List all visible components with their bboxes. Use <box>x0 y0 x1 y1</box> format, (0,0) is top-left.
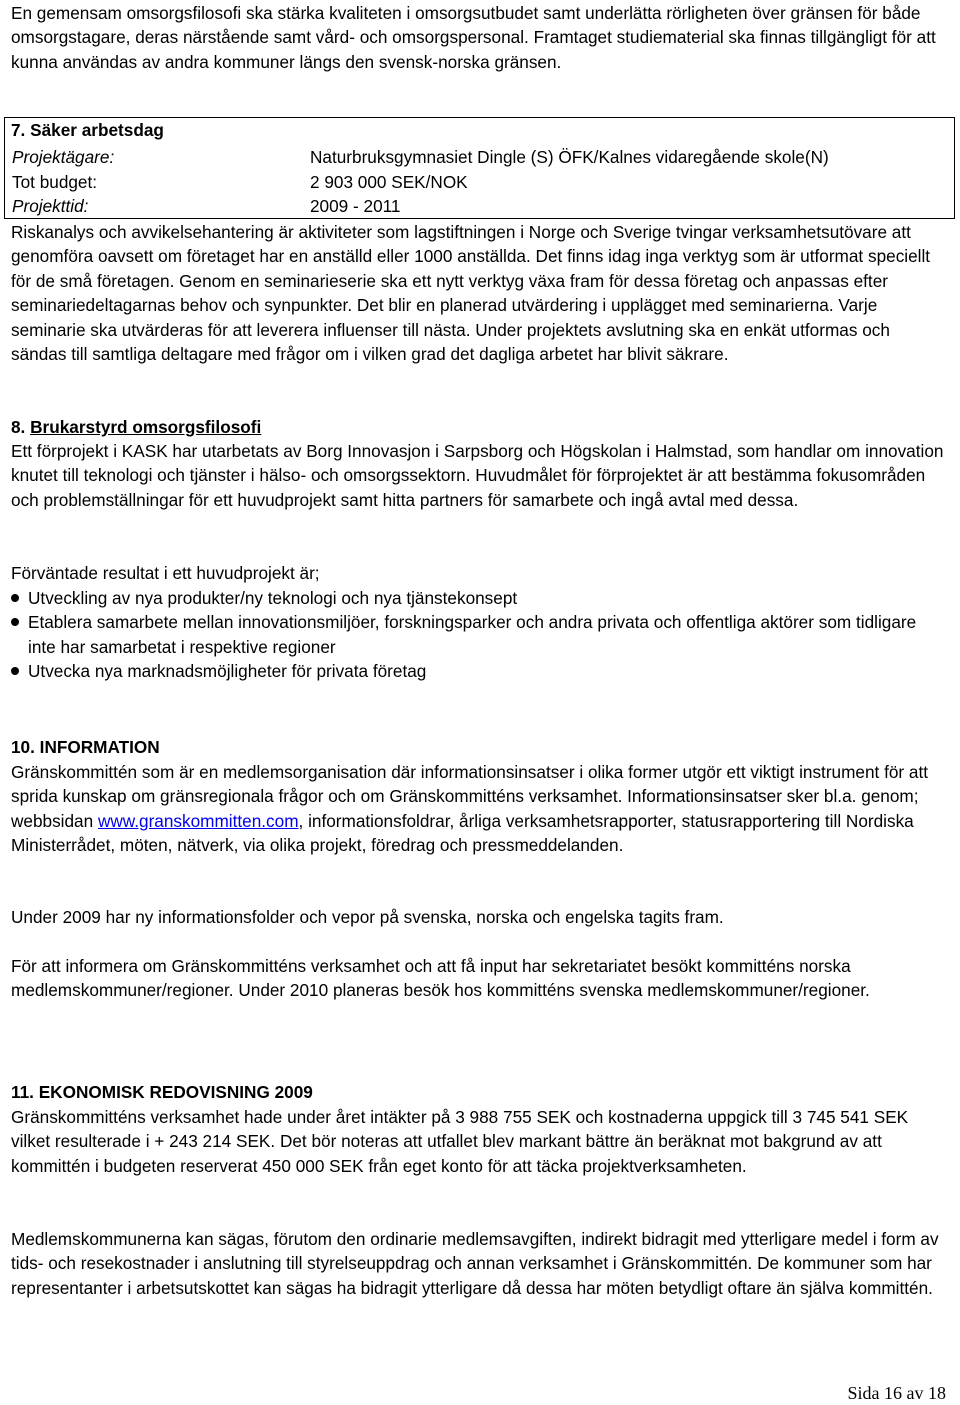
page-number: Sida 16 av 18 <box>847 1383 946 1403</box>
project-info-box <box>4 117 955 219</box>
total-budget-label: Tot budget: <box>12 172 98 192</box>
section-8-heading <box>11 415 946 439</box>
section-11-paragraph-1: Gränskommitténs verksamhet hade under året intäkter på 3 988 755 SEK och kostnaderna uppgick till 3 745 541 SEK vilket resulterade i + 243 214 SEK. Det bör noteras att utfallet blev markant bättre än beräknat mot bakgrund av att kommittén i budgeten reserverat 450 000 SEK från eget konto för att täcka projektverksamheten. <box>11 1107 909 1176</box>
section-10-paragraph-1 <box>11 760 946 858</box>
project-time-label: Projekttid: <box>12 196 89 216</box>
section-10-heading: 10. INFORMATION <box>11 737 160 757</box>
expected-results-intro: Förväntade resultat i ett huvudprojekt är; <box>11 563 320 583</box>
expected-results-list <box>11 586 946 684</box>
list-item-text: Utveckling av nya produkter/ny teknologi och nya tjänstekonsept <box>28 588 518 608</box>
project-owner-label: Projektägare: <box>12 147 115 167</box>
bullet-icon <box>11 667 19 675</box>
section-10-text: Gränskommittén som är en medlemsorganisation där informationsinsatser i olika former utgör ett viktigt instrument för att sprida kunskap om gränsregionala frågor och om Gränskommitténs verksamhet. Informationsinsatser sker bl.a. genom; webbsidan <box>11 762 929 831</box>
section-10-paragraph-2: Under 2009 har ny informationsfolder och vepor på svenska, norska och engelska tagits fram. <box>11 907 724 927</box>
section-8-body: Ett förprojekt i KASK har utarbetats av Borg Innovasjon i Sarpsborg och Högskolan i Halmstad, som handlar om innovation knutet till teknologi och tjänster i hälso- och omsorgssektorn. Huvudmålet för förprojektet är att bestämma fokusområden och problemställningar för ett huvudprojekt samt hitta partners för samarbete och ingå avtal med dessa. <box>11 441 944 510</box>
section-8-number: 8. <box>11 417 26 437</box>
list-item <box>11 610 946 659</box>
section-7-number: 7. <box>11 120 26 140</box>
section-7-title: Säker arbetsdag <box>30 120 164 140</box>
section-11-paragraph-2: Medlemskommunerna kan sägas, förutom den ordinarie medlemsavgiften, indirekt bidragit med ytterligare medel i form av tids- och resekostnader i anslutning till styrelseuppdrag och annan verksamhet i Gränskommittén. De kommuner som har representanter i arbetsutskottet kan sägas ha bidragit ytterligare då dessa har möten betydligt oftare än själva kommittén. <box>11 1229 939 1298</box>
website-link[interactable]: www.granskommitten.com <box>97 810 299 831</box>
bullet-icon <box>11 594 19 602</box>
list-item-text: Utvecka nya marknadsmöjligheter för privata företag <box>28 661 427 682</box>
project-time-value: 2009 - 2011 <box>310 196 401 216</box>
section-10-text: , informationsfoldrar, årliga verksamhetsrapporter, statusrapportering till Nordiska Ministerrådet, möten, nätverk, via olika projekt, föredrag och pressmeddelanden. <box>11 810 914 856</box>
section-7-body: Riskanalys och avvikelsehantering är aktiviteter som lagstiftningen i Norge och Sverige tvingar verksamhetsutövare att genomföra oavsett om företaget har en anställd eller 1000 anställda. Det finns idag inga verktyg som är utformat speciellt för de små företagen. Genom en seminarieserie ska ett nytt verktyg växa fram för dessa företag och anpassas efter seminariedeltagarnas behov och synpunkter. Det blir en planerad utvärdering i upplägget med seminarierna. Varje seminarie ska utvärderas för att leverera influenser till nästa. Under projektets avslutning ska en enkät utformas och sändas till samtliga deltagare med frågor om i vilken grad det dagliga arbetet har blivit säkrare. <box>11 222 931 365</box>
section-8-title: Brukarstyrd omsorgsfilosofi <box>30 417 262 437</box>
list-item-text: Etablera samarbete mellan innovationsmiljöer, forskningsparker och andra privata och offentliga aktörer som tidligare inte har samarbetat i respektive regioner <box>28 612 917 657</box>
project-owner-value: Naturbruksgymnasiet Dingle (S) ÖFK/Kalnes vidaregående skole(N) <box>310 147 829 167</box>
list-item <box>11 659 946 683</box>
bullet-icon <box>11 618 19 626</box>
list-item <box>11 586 946 610</box>
intro-paragraph: En gemensam omsorgsfilosofi ska stärka kvaliteten i omsorgsutbudet samt underlätta rörligheten över gränsen för både omsorgstagare, deras närstående samt vård- och omsorgspersonal. Framtaget studiematerial ska finnas tillgängligt för att kunna användas av andra kommuner längs den svensk-norska gränsen. <box>11 3 936 72</box>
section-11-heading: 11. EKONOMISK REDOVISNING 2009 <box>11 1082 313 1102</box>
total-budget-value: 2 903 000 SEK/NOK <box>310 172 468 192</box>
section-10-paragraph-3: För att informera om Gränskommitténs verksamhet och att få input har sekretariatet besökt kommitténs norska medlemskommuner/regioner. Under 2010 planeras besök hos kommitténs svenska medlemskommuner/regioner. <box>11 956 870 1001</box>
